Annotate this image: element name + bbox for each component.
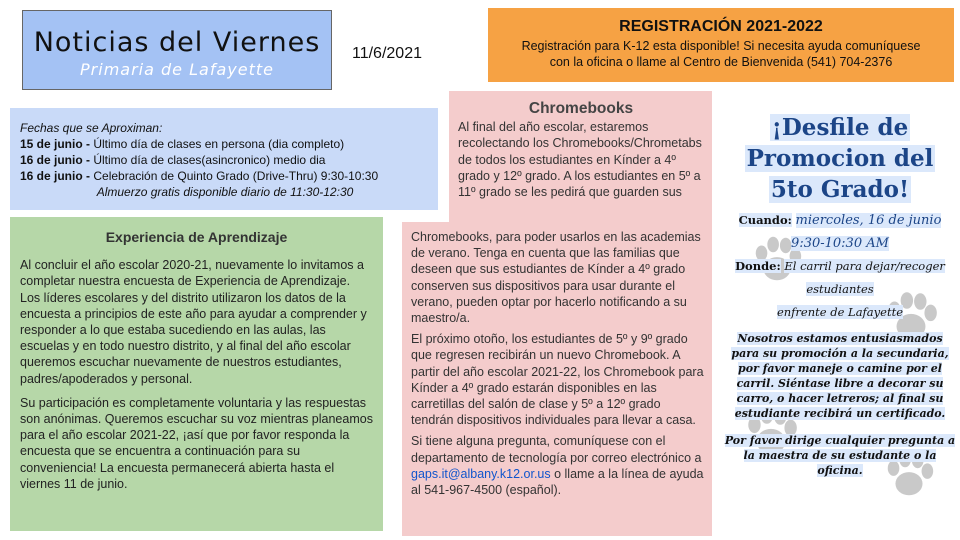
parade-when: Cuando: miercoles, 16 de junio <box>738 213 942 228</box>
newsletter-title: Noticias del Viernes <box>33 27 321 58</box>
chromebooks-title: Chromebooks <box>528 100 634 117</box>
date-item: 16 de junio - Último día de clases(asincronico) medio dia <box>20 153 326 167</box>
newsletter-title-box <box>22 10 332 90</box>
registration-line-1: Registración para K-12 esta disponible! Si necesita ayuda comuníquese <box>521 39 921 53</box>
parade-time: 9:30-10:30 AM <box>791 236 889 251</box>
upcoming-dates-box <box>10 108 438 210</box>
parade-announcement <box>724 112 956 532</box>
parade-title: ¡Desfile de Promocion del 5to Grado! <box>746 114 934 203</box>
learning-experience-title: Experiencia de Aprendizaje <box>105 229 288 245</box>
chromebooks-contact: Si tiene alguna pregunta, comuníquese con el departamento de tecnología por correo electrónico a gaps.it@albany.k12.or.us o llame a la línea de ayuda al 541-967-4500 (español). <box>411 434 704 498</box>
parade-contact: Por favor dirige cualquier pregunta a la maestra de su estudante o la oficina. <box>724 434 956 477</box>
newsletter-date: 11/6/2021 <box>352 45 422 62</box>
chromebooks-box-bottom <box>402 222 712 536</box>
experience-paragraph: Su participación es completamente voluntaria y las respuestas son anónimas. Queremos escuchar su voz mientras planeamos para el año escolar 2021-22, ¡así que por favor responda la encuesta que se encuentra a continuación para su conveniencia! La encuesta permanecerá abierta hasta el viernes 11 de junio. <box>20 395 373 491</box>
upcoming-heading: Fechas que se Aproximan: <box>20 121 163 135</box>
chromebooks-box-top <box>449 91 712 222</box>
parade-where: Donde: El carril para dejar/recoger <box>735 259 945 273</box>
lunch-note: Almuerzo gratis disponible diario de 11:30-12:30 <box>96 185 354 199</box>
parade-message: Nosotros estamos entusiasmados para su promoción a la secundaria, por favor maneje o camine por el carril. Siéntase libre a decorar su carro, o hacer letreros; al final su estudiante recibirá un certificado. <box>731 332 949 420</box>
chromebooks-intro: Al final del año escolar, estaremos recolectando los Chromebooks/Chrometabs de todos los estudiantes en Kínder a 4º grado y 12º grado. A los estudiantes en 5º a 11º grado se les pedirá que guarden sus <box>458 120 702 200</box>
parade-where-line-3: enfrente de Lafayette <box>776 305 904 319</box>
learning-experience-box <box>10 217 383 531</box>
registration-box <box>488 8 954 82</box>
registration-title: REGISTRACIÓN 2021-2022 <box>619 18 823 35</box>
chromebooks-paragraph: Chromebooks, para poder usarlos en las academias de verano. Tenga en cuenta que las familias que deseen que sus estudiantes de Kínder a 4º grado conserven sus dispositivos para usar durante el verano, pueden optar por hacerlo notificando a su maestro/a. <box>411 230 701 326</box>
chromebooks-paragraph: El próximo otoño, los estudiantes de 5º y 9º grado que regresen recibirán un nuevo Chromebook. A partir del año escolar 2021-22, los Chromebook para Kínder a 4º grado estarán disponibles en las carretillas del salón de clase y 5º a 12º grado tendrán dispositivos individuales para llevar a casa. <box>411 332 704 428</box>
date-item: 16 de junio - Celebración de Quinto Grado (Drive-Thru) 9:30-10:30 <box>20 169 379 183</box>
experience-paragraph: Al concluir el año escolar 2020-21, nuevamente lo invitamos a completar nuestra encuesta de Experiencia de Aprendizaje. Los líderes escolares y del distrito utilizaron los datos de la encuesta a principios de este año para ayudar a comprender y responder a lo que estaba sucediendo en las aulas, las escuelas y en todo nuestro distrito, y al final del año escolar queremos escuchar nuevamente de nuestros estudiantes, padres/apoderados y personal. <box>20 258 367 386</box>
parade-where-line-2: estudiantes <box>806 282 874 296</box>
school-name: Primaria de Lafayette <box>80 60 274 79</box>
tech-email-link[interactable]: gaps.it@albany.k12.or.us <box>411 466 551 481</box>
date-item: 15 de junio - Último día de clases en persona (dia completo) <box>20 137 345 151</box>
registration-line-2: con la oficina o llame al Centro de Bienvenida (541) 704-2376 <box>549 55 893 69</box>
